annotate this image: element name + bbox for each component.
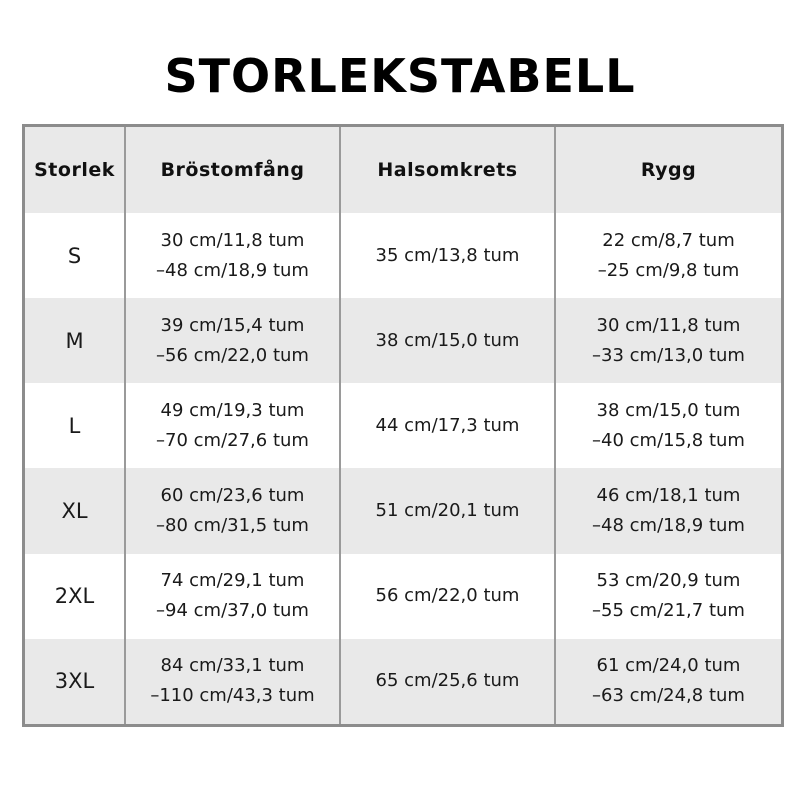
chest-cell [125, 554, 340, 639]
size-cell: 2XL [25, 554, 125, 639]
chest-cell [125, 213, 340, 298]
chest-max: –70 cm/27,6 tum [156, 429, 309, 451]
size-cell: XL [25, 468, 125, 553]
size-table-frame [22, 124, 784, 727]
table-row [25, 554, 781, 639]
table-row [25, 213, 781, 298]
size-cell: M [25, 298, 125, 383]
back-cell [555, 639, 781, 724]
neck-cell: 56 cm/22,0 tum [340, 554, 555, 639]
back-min: 30 cm/11,8 tum [596, 314, 741, 336]
page-title: STORLEKSTABELL [164, 49, 636, 103]
chest-min: 74 cm/29,1 tum [160, 570, 305, 592]
back-max: –48 cm/18,9 tum [592, 515, 745, 537]
header-chest: Bröstomfång [125, 127, 340, 213]
chest-cell [125, 383, 340, 468]
back-cell [555, 383, 781, 468]
back-cell [555, 554, 781, 639]
size-cell: L [25, 383, 125, 468]
back-min: 53 cm/20,9 tum [596, 570, 741, 592]
chest-cell [125, 639, 340, 724]
chest-min: 60 cm/23,6 tum [160, 485, 305, 507]
chest-max: –110 cm/43,3 tum [150, 685, 315, 707]
table-header-row [25, 127, 781, 213]
back-min: 38 cm/15,0 tum [596, 399, 741, 421]
neck-cell: 65 cm/25,6 tum [340, 639, 555, 724]
chest-max: –48 cm/18,9 tum [156, 259, 309, 281]
chest-cell [125, 468, 340, 553]
back-max: –63 cm/24,8 tum [592, 685, 745, 707]
chest-cell [125, 298, 340, 383]
back-min: 22 cm/8,7 tum [602, 229, 735, 251]
table-row [25, 468, 781, 553]
back-max: –55 cm/21,7 tum [592, 600, 745, 622]
header-size: Storlek [25, 127, 125, 213]
chest-max: –56 cm/22,0 tum [156, 344, 309, 366]
header-back: Rygg [555, 127, 781, 213]
back-min: 46 cm/18,1 tum [596, 485, 741, 507]
table-row [25, 639, 781, 724]
size-cell: 3XL [25, 639, 125, 724]
chest-max: –80 cm/31,5 tum [156, 515, 309, 537]
header-neck: Halsomkrets [340, 127, 555, 213]
neck-cell: 51 cm/20,1 tum [340, 468, 555, 553]
table-row [25, 383, 781, 468]
chest-max: –94 cm/37,0 tum [156, 600, 309, 622]
chest-min: 30 cm/11,8 tum [160, 229, 305, 251]
back-cell [555, 298, 781, 383]
back-min: 61 cm/24,0 tum [596, 655, 741, 677]
neck-cell: 38 cm/15,0 tum [340, 298, 555, 383]
size-cell: S [25, 213, 125, 298]
chest-min: 39 cm/15,4 tum [160, 314, 305, 336]
back-max: –40 cm/15,8 tum [592, 429, 745, 451]
neck-cell: 44 cm/17,3 tum [340, 383, 555, 468]
chest-min: 49 cm/19,3 tum [160, 399, 305, 421]
table-row [25, 298, 781, 383]
back-max: –25 cm/9,8 tum [597, 259, 740, 281]
chest-min: 84 cm/33,1 tum [160, 655, 305, 677]
back-max: –33 cm/13,0 tum [592, 344, 745, 366]
neck-cell: 35 cm/13,8 tum [340, 213, 555, 298]
back-cell [555, 468, 781, 553]
size-table [25, 127, 781, 724]
back-cell [555, 213, 781, 298]
